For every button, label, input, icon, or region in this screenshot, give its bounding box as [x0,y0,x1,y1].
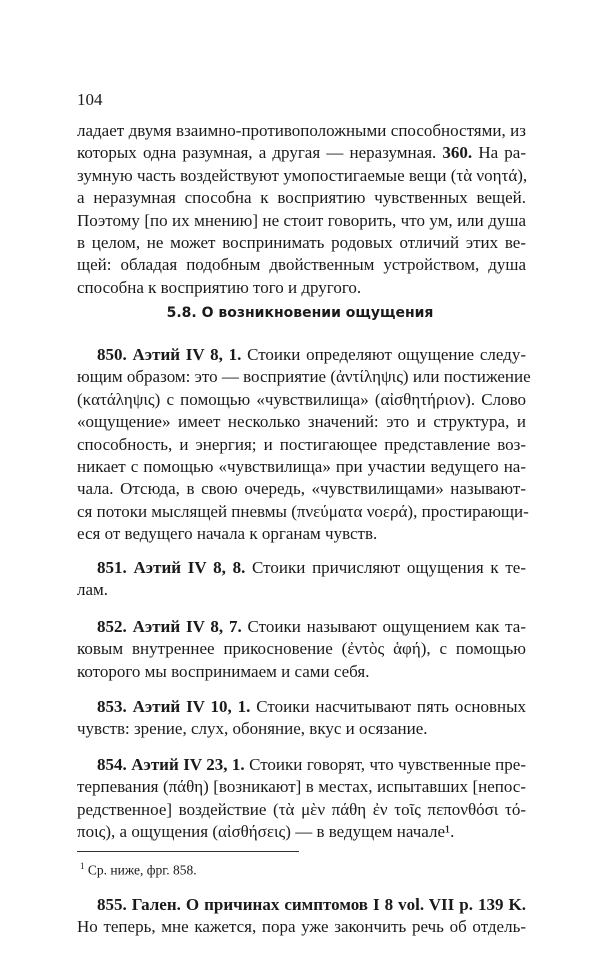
fragment-reference: 854. Аэтий IV 23, 1. [97,755,245,774]
text-line: 851. Аэтий IV 8, 8. Стоики причисляют ощущения к те- [97,558,526,577]
fragment-851 [77,557,526,602]
text-line: чала. Отсюда, в свою очередь, «чувствилищами» называют- [77,479,526,499]
text-line: щей: обладая подобным двойственным устройством, душа [77,255,526,275]
fragment-855 [77,894,526,939]
fragment-reference: 853. Аэтий IV 10, 1. [97,697,251,716]
text-line: Поэтому [по их мнению] не стоит говорить, что ум, или душа [77,210,526,230]
text-line: которых одна разумная, а другая — неразумная. 360. На ра- [77,143,527,163]
fragment-853 [77,696,526,741]
text-line: «ощущение» имеет несколько значений: это и структура, и [77,412,526,432]
text-line: 853. Аэтий IV 10, 1. Стоики насчитывают пять основных [97,697,526,716]
text-line: способна к восприятию того и другого. [77,277,362,297]
text-line: редственное] воздействие (τὰ μὲν πάθη ἐν τοῖς πεπονθόσι τό- [77,799,526,819]
text-line: зумную часть воздействуют умопостигаемые вещи (τὰ νοητά), [77,165,528,185]
text-line: ладает двумя взаимно-противоположными способностями, из [77,121,526,140]
text-line: ся потоки мыслящей пневмы (πνεύματα νοερά), простирающи- [77,501,529,521]
text-line: 852. Аэтий IV 8, 7. Стоики называют ощущением как та- [97,617,527,636]
fragment-reference: 852. Аэтий IV 8, 7. [97,617,242,636]
fragment-854 [77,754,526,844]
intro-paragraph [77,120,526,299]
text-line: терпевания (πάθη) [возникают] в местах, испытавших [непос- [77,777,526,797]
text-line: лам. [77,580,109,600]
text-line: в целом, не может воспринимать родовых отличий этих ве- [77,232,526,252]
text-line: (κατάληψις) с помощью «чувствилища» (αἰσθητήριον). Слово [77,389,526,409]
page-number: 104 [77,90,103,109]
text-line: 854. Аэтий IV 23, 1. Стоики говорят, что чувственные пре- [97,755,526,774]
text-line: Но теперь, мне кажется, пора уже закончить речь об отдель- [77,917,526,937]
text-line: способность, и энергия; и постигающее представление воз- [77,434,526,454]
section-heading: 5.8. О возникновении ощущения [166,305,434,321]
fragment-reference: 851. Аэтий IV 8, 8. [97,558,246,577]
text-line: ковым внутреннее прикосновение (ἐντὸς ἁφή), с помощью [77,639,526,659]
text-line: никает с помощью «чувствилища» при участии ведущего на- [77,456,526,476]
fragment-850 [77,344,531,546]
text-line: еся от ведущего начала к органам чувств. [77,524,378,544]
fragment-reference: 850. Аэтий IV 8, 1. [97,345,242,364]
text-line: ποις), а ощущения (αἰσθήσεις) — в ведущем начале¹. [77,822,455,842]
footnote: $^1$ Ср. ниже, фрг. 858. [80,861,197,878]
text-line: а неразумная способна к восприятию чувственных вещей. [77,188,526,208]
fragment-reference: 855. Гален. О причинах симптомов I 8 vol. VII p. 139 K. [97,895,526,914]
footnote-rule [77,851,299,852]
text-line: чувств: зрение, слух, обоняние, вкус и осязание. [77,719,428,739]
fragment-852 [77,616,526,683]
text-line: 850. Аэтий IV 8, 1. Стоики определяют ощущение следу- [97,345,526,364]
text-line: которого мы воспринимаем и сами себя. [77,661,370,681]
text-line: ющим образом: это — восприятие (ἀντίληψις) или постижение [77,367,531,387]
